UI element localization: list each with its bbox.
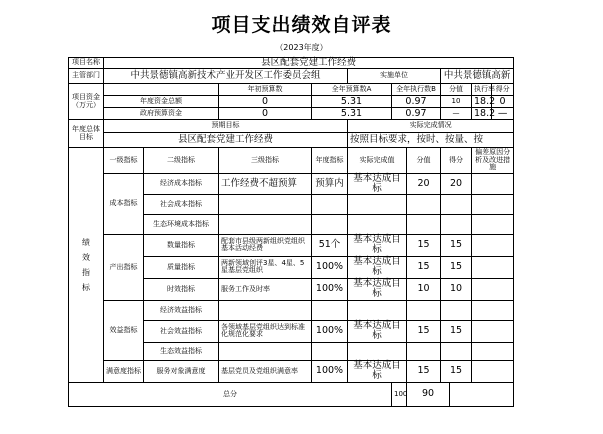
perf-score [407,214,441,234]
funds-label: 项目资金（万元） [69,84,104,120]
perf-actual [348,342,407,360]
funds-row [69,108,514,120]
funds-row-got: 0 [492,96,514,108]
project-name-value: 县区配套党建工作经费 [104,58,514,69]
perf-actual: 基本达成目标 [348,234,407,256]
year-label: （2023年度） [275,43,328,52]
perf-target: 100% [312,256,348,278]
funds-row-score: — [441,108,472,120]
perf-got [441,214,472,234]
goal-row [69,133,514,148]
funds-row-exec: 0.97 [392,108,441,120]
perf-col-l1: 一级指标 [104,148,144,174]
perf-target: 100% [312,278,348,300]
funds-row-init: 0 [219,96,312,108]
perf-target: 预算内 [312,174,348,195]
perf-row [69,234,514,256]
perf-l2: 经济成本指标 [144,174,219,195]
perf-actual: 基本达成目标 [348,174,407,195]
funds-row-name: 政府预算资金 [104,108,219,120]
funds-row-full: 5.31 [312,108,392,120]
dept-label: 主管部门 [69,69,104,84]
perf-score [407,342,441,360]
goal-label: 年度总体目标 [69,120,104,148]
perf-col-target: 年度指标 [312,148,348,174]
perf-l2: 社会成本指标 [144,194,219,214]
perf-analysis [472,278,514,300]
funds-col-got: 得分 [492,84,514,96]
perf-col-analysis: 偏差原因分析及改进措施 [472,148,514,174]
perf-analysis [472,194,514,214]
perf-target [312,214,348,234]
goal-actual-label: 实际完成情况 [348,120,514,133]
perf-got: 15 [441,256,472,278]
perf-got: 20 [441,174,472,195]
dept-row [69,69,514,84]
perf-col-score: 分值 [407,148,441,174]
funds-col-rate: 执行率 [472,84,492,96]
goal-expected-label: 预期目标 [104,120,348,133]
perf-l3: 两新领域创评3星、4星、5星基层党组织 [219,256,312,278]
perf-row [69,174,514,195]
perf-analysis [472,360,514,382]
perf-got: 15 [441,320,472,342]
perf-l3 [219,194,312,214]
perf-col-l3: 三级指标 [219,148,312,174]
perf-side-label: 绩效指标 [69,148,104,383]
perf-target: 100% [312,360,348,382]
perf-got: 10 [441,278,472,300]
impl-unit-value: 中共景德镇高新 [441,69,514,84]
funds-col-score: 分值 [441,84,472,96]
perf-actual: 基本达成目标 [348,360,407,382]
perf-got [441,342,472,360]
funds-row-score: 10 [441,96,472,108]
perf-analysis [472,234,514,256]
total-row [69,382,514,406]
perf-analysis [472,342,514,360]
perf-l3: 基层党员及党组织满意率 [219,360,312,382]
perf-l3 [219,300,312,320]
project-name-row [69,58,514,69]
perf-actual: 基本达成目标 [348,320,407,342]
funds-row-name: 年度资金总额 [104,96,219,108]
goal-expected: 县区配套党建工作经费 [104,133,348,148]
perf-analysis [472,300,514,320]
perf-l2: 数量指标 [144,234,219,256]
funds-row-rate: 18.2 [472,108,492,120]
perf-score: 10 [407,278,441,300]
total-label: 总分 [69,382,392,406]
impl-unit-label: 实施单位 [348,69,441,84]
dept-value: 中共景德镇高新技术产业开发区工作委员会组 [104,69,348,84]
perf-col-l2: 二级指标 [144,148,219,174]
perf-score: 20 [407,174,441,195]
perf-got: 15 [441,360,472,382]
perf-analysis [472,256,514,278]
funds-row [69,96,514,108]
total-analysis [450,382,514,406]
perf-l3: 配套市县级两新组织党组织基本活动经费 [219,234,312,256]
perf-row [69,360,514,382]
funds-header-row [69,84,514,96]
funds-row-rate: 18.2 [472,96,492,108]
perf-score: 15 [407,234,441,256]
perf-got: 15 [441,234,472,256]
perf-analysis [472,174,514,195]
perf-l2: 经济效益指标 [144,300,219,320]
perf-target [312,194,348,214]
perf-l2: 生态效益指标 [144,342,219,360]
perf-actual: 基本达成目标 [348,256,407,278]
perf-l1-benefit: 效益指标 [104,300,144,360]
perf-actual [348,194,407,214]
funds-blank [104,84,219,96]
evaluation-table [68,57,514,407]
perf-l3: 工作经费不超预算 [219,174,312,195]
perf-score [407,300,441,320]
perf-l3: 服务工作及时率 [219,278,312,300]
funds-row-got: — [492,108,514,120]
perf-actual [348,214,407,234]
perf-analysis [472,214,514,234]
goal-actual: 按照目标要求，按时、按量、按 [348,133,514,148]
perf-score: 15 [407,320,441,342]
funds-col-full: 全年预算数A [312,84,392,96]
total-got: 90 [407,382,450,406]
perf-target: 100% [312,320,348,342]
perf-l1-satisfaction: 满意度指标 [104,360,144,382]
page-title: 项目支出绩效自评表 [211,14,392,36]
perf-got [441,300,472,320]
perf-target [312,300,348,320]
perf-l1-output: 产出指标 [104,234,144,300]
perf-header-row [69,148,514,174]
perf-score [407,194,441,214]
funds-row-init: 0 [219,108,312,120]
perf-l2: 社会效益指标 [144,320,219,342]
perf-l3 [219,342,312,360]
goal-header-row [69,120,514,133]
perf-analysis [472,320,514,342]
perf-col-actual: 实际完成值 [348,148,407,174]
funds-row-full: 5.31 [312,96,392,108]
perf-score: 15 [407,360,441,382]
perf-row [69,300,514,320]
perf-score: 15 [407,256,441,278]
perf-target: 51个 [312,234,348,256]
project-name-label: 项目名称 [69,58,104,69]
perf-l2: 质量指标 [144,256,219,278]
total-score: 100 [392,382,407,406]
perf-l1-cost: 成本指标 [104,174,144,235]
perf-l3 [219,214,312,234]
perf-actual [348,300,407,320]
perf-l2: 生态环境成本指标 [144,214,219,234]
perf-l2: 服务对象满意度 [144,360,219,382]
funds-col-init: 年初预算数 [219,84,312,96]
funds-col-exec: 全年执行数B [392,84,441,96]
funds-row-exec: 0.97 [392,96,441,108]
perf-got [441,194,472,214]
perf-target [312,342,348,360]
perf-l3: 各领域基层党组织达到标准化规范化要求 [219,320,312,342]
perf-col-got: 得分 [441,148,472,174]
perf-actual: 基本达成目标 [348,278,407,300]
perf-l2: 时效指标 [144,278,219,300]
